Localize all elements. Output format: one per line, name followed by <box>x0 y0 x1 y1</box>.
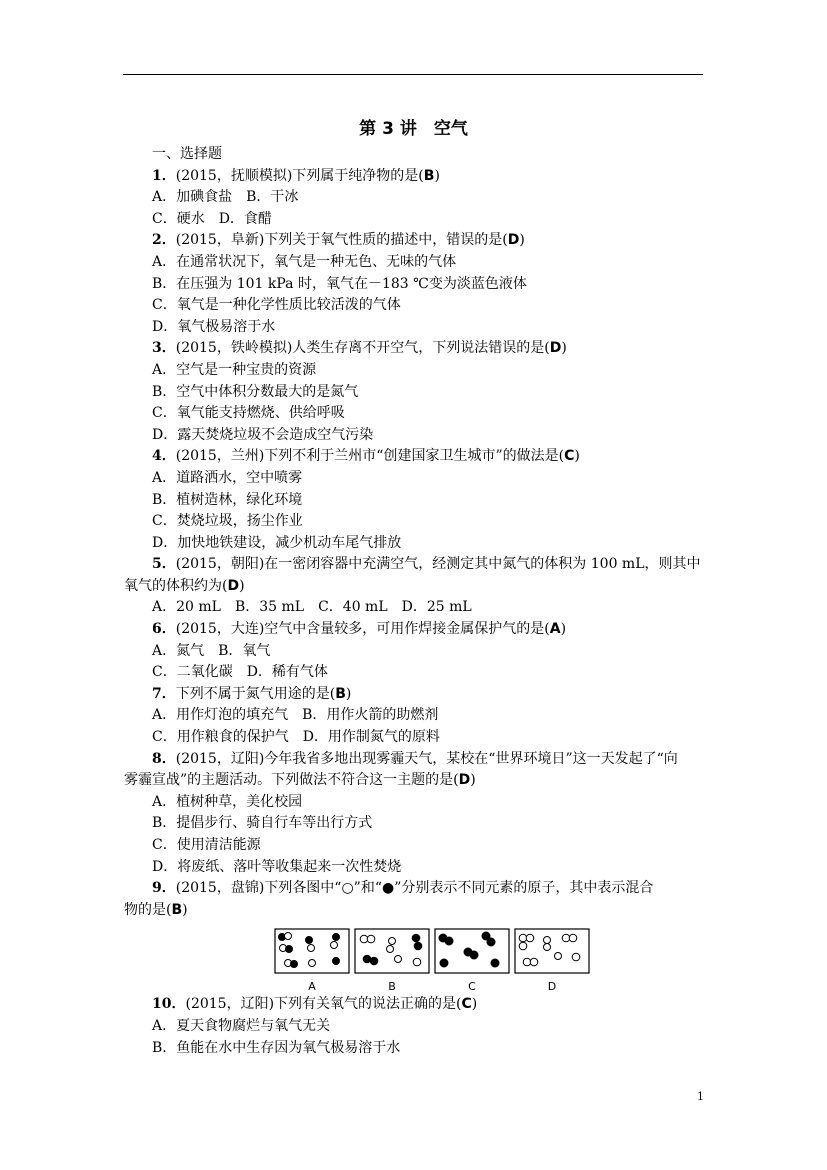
particle-figures <box>274 928 707 994</box>
figure-a <box>274 928 350 994</box>
header-rule <box>123 74 703 75</box>
particle-diagram-b <box>354 928 430 974</box>
question-8 <box>152 749 707 771</box>
option-line: B．提倡步行、骑自行车等出行方式 <box>152 815 373 832</box>
question-number: 6． <box>152 621 176 638</box>
option-line: C．用作粮食的保护气 D．用作制氮气的原料 <box>152 729 440 746</box>
question-number: 1． <box>152 167 176 184</box>
option-line: A．在通常状况下，氧气是一种无色、无味的气体 <box>152 253 457 270</box>
answer-key: D <box>458 772 471 789</box>
question-4: 4．(2015，兰州)下列不利于兰州市“创建国家卫生城市”的做法是(C) <box>152 448 580 465</box>
particle-diagram-d <box>514 928 590 974</box>
section-heading: 一、选择题 <box>152 146 222 162</box>
option-line: C．硬水 D．食醋 <box>152 210 272 227</box>
figure-label: B <box>388 980 396 994</box>
question-number: 5． <box>152 556 176 573</box>
particle-diagram-a <box>274 928 350 974</box>
option-line: A．植树种草，美化校园 <box>152 793 303 810</box>
figure-label: D <box>547 980 557 994</box>
option-line: C．氧气能支持燃烧、供给呼吸 <box>152 405 345 422</box>
option-line: C．使用清洁能源 <box>152 837 261 853</box>
question-number: 4． <box>152 448 176 465</box>
question-stem: (2015，阜新)下列关于氧气性质的描述中，错误的是( <box>175 232 508 249</box>
answer-key: A <box>549 621 561 638</box>
question-5 <box>152 554 707 576</box>
option-line: A．空气是一种宝贵的资源 <box>152 361 317 378</box>
question-number: 8． <box>152 750 176 767</box>
option-line: D．加快地铁建设，减少机动车尾气排放 <box>152 534 402 551</box>
question-stem: (2015，大连)空气中含量较多，可用作焊接金属保护气的是( <box>175 621 550 638</box>
option-line: B．鱼能在水中生存因为氧气极易溶于水 <box>152 1039 401 1056</box>
option-line: C．二氧化碳 D．稀有气体 <box>152 664 328 681</box>
answer-key: B <box>423 167 435 184</box>
question-stem: (2015，辽阳)今年我省多地出现雾霾天气，某校在“世界环境日”这一天发起了“向 <box>175 750 678 767</box>
answer-key: B <box>171 901 183 918</box>
answer-key: C <box>564 448 575 465</box>
page-number: 1 <box>697 1090 704 1103</box>
figure-label: A <box>308 980 316 994</box>
question-number: 7． <box>152 685 176 702</box>
question-2: 2．(2015，阜新)下列关于氧气性质的描述中，错误的是(D) <box>152 232 525 249</box>
option-line: A．道路洒水，空中喷雾 <box>152 469 303 486</box>
question-9 <box>152 878 707 900</box>
question-stem-continued: 氧气的体积约为(D) <box>124 577 245 594</box>
question-stem: (2015，辽阳)下列有关氧气的说法正确的是( <box>185 996 462 1013</box>
option-line: D．将废纸、落叶等收集起来一次性焚烧 <box>152 858 402 875</box>
question-number: 10． <box>152 996 186 1013</box>
option-line: D．露天焚烧垃圾不会造成空气污染 <box>152 426 374 443</box>
figure-b <box>354 928 430 994</box>
option-line: B．在压强为 101 kPa 时，氧气在－183 ℃变为淡蓝色液体 <box>152 275 527 292</box>
figure-d <box>514 928 590 994</box>
option-line: A．20 mL B．35 mL C．40 mL D．25 mL <box>152 599 472 616</box>
option-line: A．用作灯泡的填充气 B．用作火箭的助燃剂 <box>152 707 439 724</box>
option-line: C．焚烧垃圾，扬尘作业 <box>152 513 303 530</box>
question-stem: (2015，铁岭模拟)人类生存离不开空气，下列说法错误的是( <box>175 340 550 357</box>
question-number: 3． <box>152 340 176 357</box>
answer-key: C <box>461 996 472 1013</box>
answer-key: D <box>227 577 240 594</box>
option-line: D．氧气极易溶于水 <box>152 318 276 335</box>
question-stem: (2015，朝阳)在一密闭容器中充满空气，经测定其中氮气的体积为 100 mL，则其中 <box>175 556 701 573</box>
answer-key: D <box>549 340 562 357</box>
option-line: A．夏天食物腐烂与氧气无关 <box>152 1017 331 1034</box>
question-10: 10．(2015，辽阳)下列有关氧气的说法正确的是(C) <box>152 996 478 1013</box>
page-title: 第 3 讲 空气 <box>359 119 468 139</box>
question-stem: (2015，兰州)下列不利于兰州市“创建国家卫生城市”的做法是( <box>175 448 565 465</box>
question-stem: 下列不属于氮气用途的是( <box>175 685 336 702</box>
question-1: 1．(2015，抚顺模拟)下列属于纯净物的是(B) <box>152 167 440 184</box>
answer-key: D <box>507 232 520 249</box>
option-line: A．加碘食盐 B．干冰 <box>152 189 299 206</box>
option-line: B．空气中体积分数最大的是氮气 <box>152 383 359 400</box>
question-stem-continued: 物的是(B) <box>124 901 188 918</box>
question-stem-continued: 雾霾宣战”的主题活动。下列做法不符合这一主题的是(D) <box>124 772 476 789</box>
question-number: 9． <box>152 880 176 897</box>
question-list <box>124 144 707 1059</box>
figure-label: C <box>468 980 476 994</box>
question-stem: (2015，抚顺模拟)下列属于纯净物的是( <box>175 167 424 184</box>
option-line: B．植树造林，绿化环境 <box>152 491 303 508</box>
option-line: C．氧气是一种化学性质比较活泼的气体 <box>152 297 401 314</box>
question-number: 2． <box>152 232 176 249</box>
question-stem: (2015，盘锦)下列各图中“○”和“●”分别表示不同元素的原子，其中表示混合 <box>175 880 654 897</box>
answer-key: B <box>335 685 346 702</box>
figure-c <box>434 928 510 994</box>
question-6: 6．(2015，大连)空气中含量较多，可用作焊接金属保护气的是(A) <box>152 621 567 638</box>
particle-diagram-c <box>434 928 510 974</box>
option-line: A．氮气 B．氧气 <box>152 642 271 659</box>
question-7: 7．下列不属于氮气用途的是(B) <box>152 685 352 702</box>
question-3: 3．(2015，铁岭模拟)人类生存离不开空气，下列说法错误的是(D) <box>152 340 567 357</box>
